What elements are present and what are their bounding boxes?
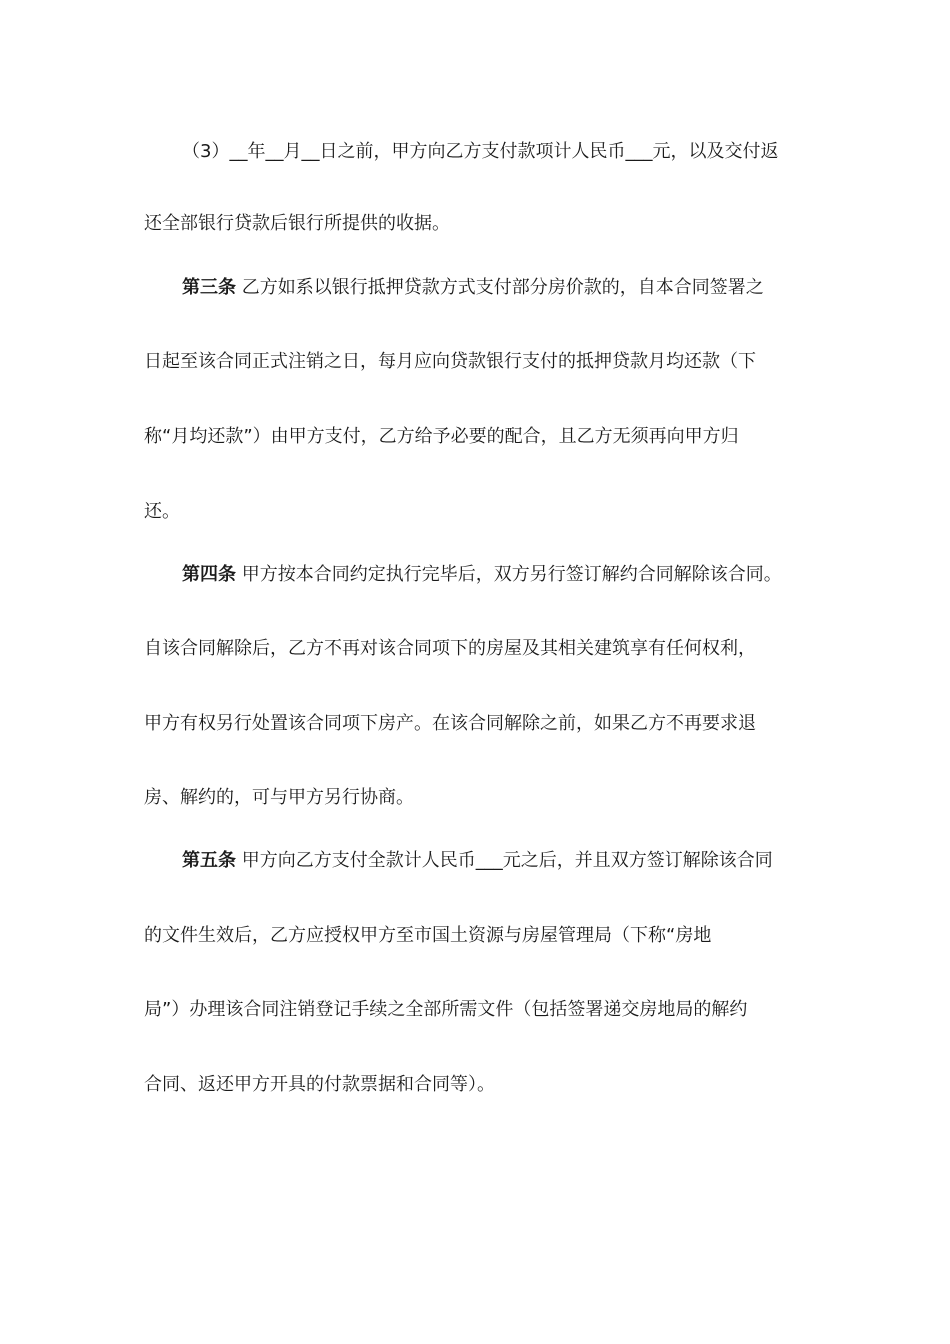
article-4-heading: 第四条 xyxy=(182,564,236,585)
article-3-line-2: 日起至该合同正式注销之日，每月应向贷款银行支付的抵押贷款月均还款（下 xyxy=(144,351,756,372)
article-5-text: 甲方向乙方支付全款计人民币___元之后，并且双方签订解除该合同 xyxy=(236,850,773,871)
article-5-line-1 xyxy=(182,849,862,873)
article-5-line-4: 合同、返还甲方开具的付款票据和合同等）。 xyxy=(144,1074,495,1095)
article-4-line-4: 房、解约的，可与甲方另行协商。 xyxy=(144,787,414,808)
article-3-line-3: 称“月均还款”）由甲方支付，乙方给予必要的配合，且乙方无须再向甲方归 xyxy=(144,426,739,447)
clause-3-line-2: 还全部银行贷款后银行所提供的收据。 xyxy=(144,213,450,234)
article-3-heading: 第三条 xyxy=(182,277,236,298)
article-5-line-3: 局”）办理该合同注销登记手续之全部所需文件（包括签署递交房地局的解约 xyxy=(144,999,748,1020)
article-4-line-2: 自该合同解除后，乙方不再对该合同项下的房屋及其相关建筑享有任何权利， xyxy=(144,638,756,659)
article-4-text: 甲方按本合同约定执行完毕后，双方另行签订解约合同解除该合同。 xyxy=(236,564,782,585)
article-5-line-2: 的文件生效后，乙方应授权甲方至市国土资源与房屋管理局（下称“房地 xyxy=(144,925,712,946)
article-5-heading: 第五条 xyxy=(182,850,236,871)
article-4-line-1 xyxy=(182,563,862,587)
article-4-line-3: 甲方有权另行处置该合同项下房产。在该合同解除之前，如果乙方不再要求退 xyxy=(144,713,756,734)
article-3-text: 乙方如系以银行抵押贷款方式支付部分房价款的，自本合同签署之 xyxy=(236,277,764,298)
article-3-line-1 xyxy=(182,276,862,300)
clause-3-line-1: （3）__年__月__日之前，甲方向乙方支付款项计人民币___元，以及交付返 xyxy=(182,141,779,162)
article-3-line-4: 还。 xyxy=(144,501,180,522)
